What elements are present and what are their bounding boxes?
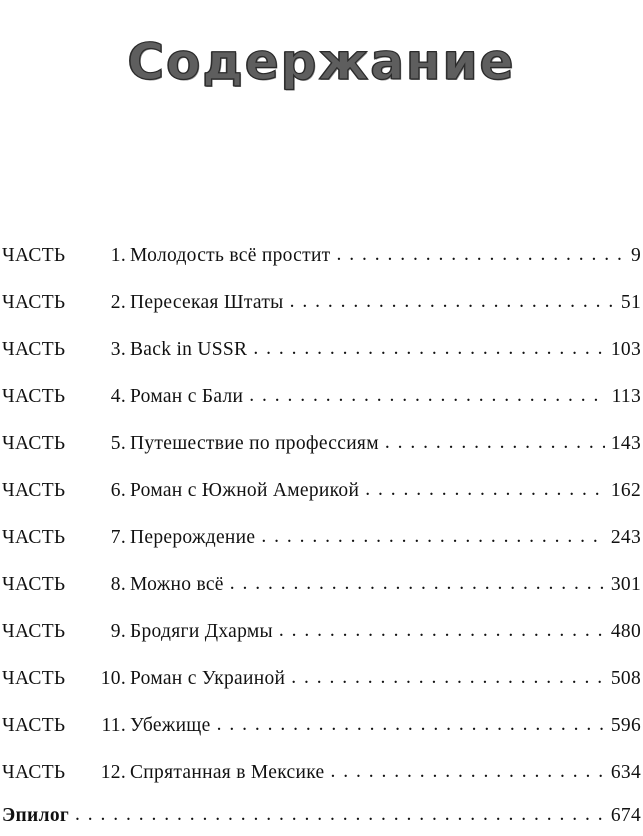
part-label: ЧАСТЬ [2,620,66,642]
page-number: 674 [610,805,641,826]
entry-title: Back in USSR [130,338,248,360]
dot-leader [249,385,605,409]
dot-leader [385,432,605,456]
part-label: ЧАСТЬ [2,385,66,407]
dot-leader [230,573,605,597]
part-label: ЧАСТЬ [2,714,66,736]
page-number: 243 [610,526,641,548]
part-number: 5. [110,432,126,454]
dot-leader [365,479,605,503]
toc-entry[interactable] [0,702,643,749]
toc-entry[interactable] [0,373,643,420]
page-number: 596 [610,714,641,736]
toc-entry[interactable] [0,232,643,279]
part-label: ЧАСТЬ [2,573,66,595]
part-label: ЧАСТЬ [2,667,66,689]
part-number: 12. [100,761,126,783]
page-number: 143 [610,432,641,454]
entry-title: Убежище [130,714,211,736]
dot-leader [331,761,605,785]
toc-entry[interactable] [0,467,643,514]
toc-entry[interactable] [0,279,643,326]
epilogue-title: Эпилог [2,805,70,826]
entry-title: Пересекая Штаты [130,291,284,313]
toc-entry[interactable] [0,514,643,561]
dot-leader [261,526,605,550]
dot-leader [290,291,615,315]
part-number: 10. [100,667,126,689]
toc-entry[interactable] [0,655,643,702]
page-number: 51 [620,291,641,313]
page-title: Содержание [127,32,516,91]
part-number: 7. [110,526,126,548]
page-number: 301 [610,573,641,595]
entry-title: Спрятанная в Мексике [130,761,325,783]
entry-title: Перерождение [130,526,256,548]
part-number: 3. [110,338,126,360]
table-of-contents [0,232,643,836]
page-number: 113 [611,385,641,407]
entry-title: Можно всё [130,573,224,595]
part-label: ЧАСТЬ [2,432,66,454]
entry-title: Роман с Южной Америкой [130,479,360,501]
toc-entry[interactable] [0,561,643,608]
page-number: 162 [610,479,641,501]
part-number: 2. [110,291,126,313]
dot-leader [217,714,605,738]
part-number: 1. [110,244,126,266]
dot-leader [291,667,605,691]
toc-entry[interactable] [0,326,643,373]
entry-title: Роман с Бали [130,385,244,407]
dot-leader [279,620,605,644]
part-label: ЧАСТЬ [2,761,66,783]
part-label: ЧАСТЬ [2,479,66,501]
part-label: ЧАСТЬ [2,526,66,548]
entry-title: Роман с Украиной [130,667,286,689]
page-number: 634 [610,761,641,783]
entry-title: Бродяги Дхармы [130,620,273,642]
part-number: 9. [110,620,126,642]
page-number: 508 [610,667,641,689]
part-number: 4. [110,385,126,407]
part-label: ЧАСТЬ [2,338,66,360]
part-label: ЧАСТЬ [2,291,66,313]
part-number: 11. [101,714,126,736]
part-number: 6. [110,479,126,501]
toc-entry[interactable] [0,749,643,796]
entry-title: Молодость всё простит [130,244,331,266]
page-number: 480 [610,620,641,642]
dot-leader [75,804,605,828]
toc-entry[interactable] [0,608,643,655]
part-number: 8. [110,573,126,595]
dot-leader [337,244,625,268]
page-number: 9 [630,244,641,266]
part-label: ЧАСТЬ [2,244,66,266]
toc-entry[interactable] [0,420,643,467]
toc-entry-epilogue[interactable] [0,796,643,836]
dot-leader [253,338,604,362]
entry-title: Путешествие по профессиям [130,432,379,454]
page-number: 103 [610,338,641,360]
